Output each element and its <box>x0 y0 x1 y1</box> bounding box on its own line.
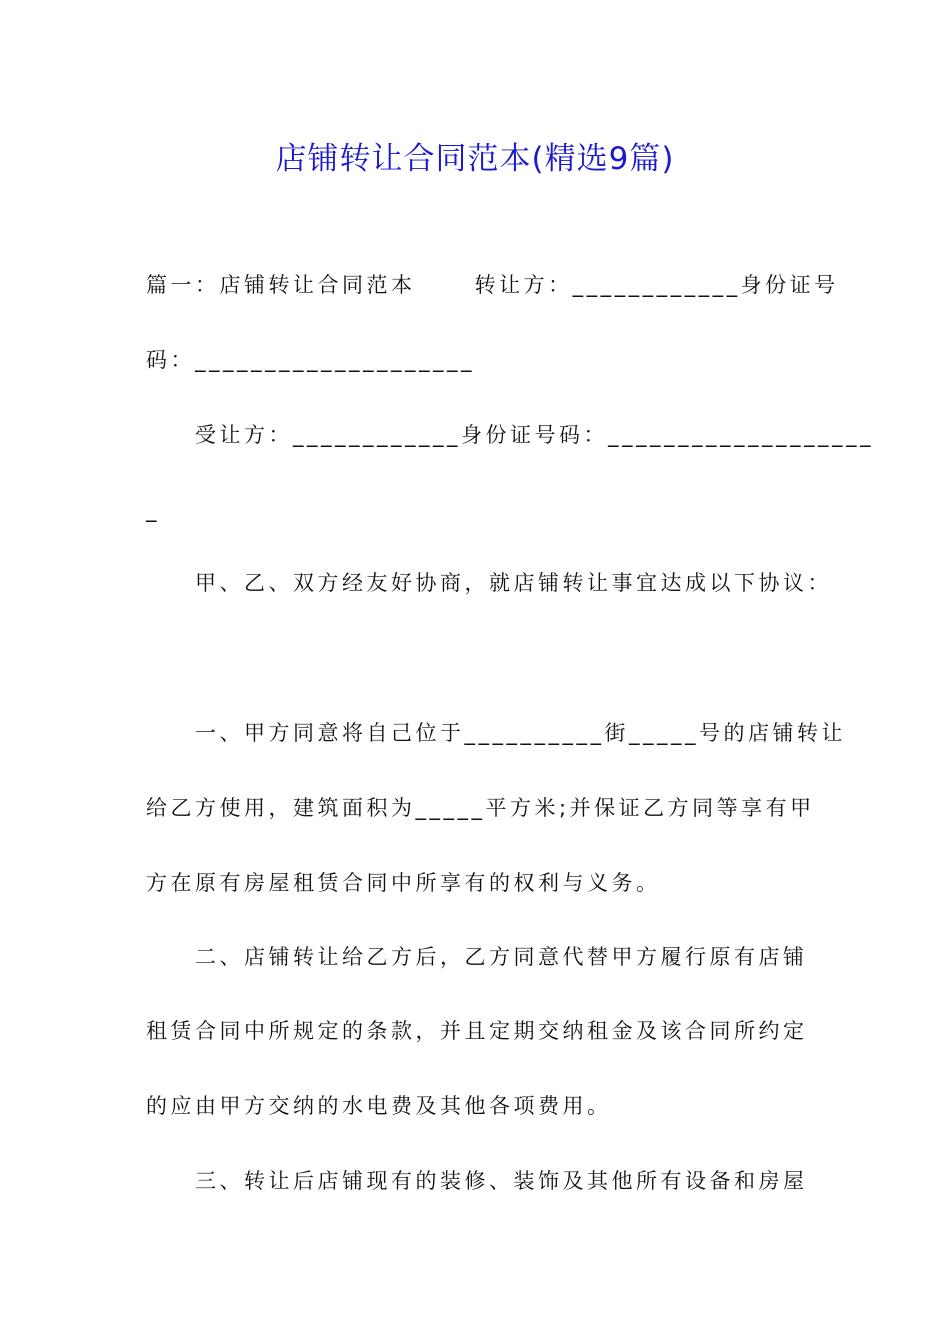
text-line-underscore: _ <box>146 498 160 522</box>
text-line-clause-1c: 方在原有房屋租赁合同中所享有的权利与义务。 <box>146 871 661 895</box>
text-line-clause-1b: 给乙方使用，建筑面积为_____平方米;并保证乙方同等享有甲 <box>146 796 815 820</box>
text-line-clause-2c: 的应由甲方交纳的水电费及其他各项费用。 <box>146 1094 612 1118</box>
text-line-agreement: 甲、乙、双方经友好协商，就店铺转让事宜达成以下协议： <box>195 571 832 595</box>
text-line-id-number: 码：____________________ <box>146 348 475 372</box>
text-line-clause-3a: 三、转让后店铺现有的装修、装饰及其他所有设备和房屋 <box>195 1169 808 1193</box>
document-title: 店铺转让合同范本(精选9篇) <box>275 141 675 177</box>
text-line-header: 篇一：店铺转让合同范本 转让方：____________身份证号 <box>146 273 839 297</box>
text-line-transferee: 受让方：____________身份证号码：___________________ <box>195 423 874 447</box>
text-line-clause-2a: 二、店铺转让给乙方后，乙方同意代替甲方履行原有店铺 <box>195 945 808 969</box>
text-line-clause-2b: 租赁合同中所规定的条款，并且定期交纳租金及该合同所约定 <box>146 1019 808 1043</box>
text-line-clause-1a: 一、甲方同意将自己位于__________街_____号的店铺转让 <box>195 721 846 745</box>
